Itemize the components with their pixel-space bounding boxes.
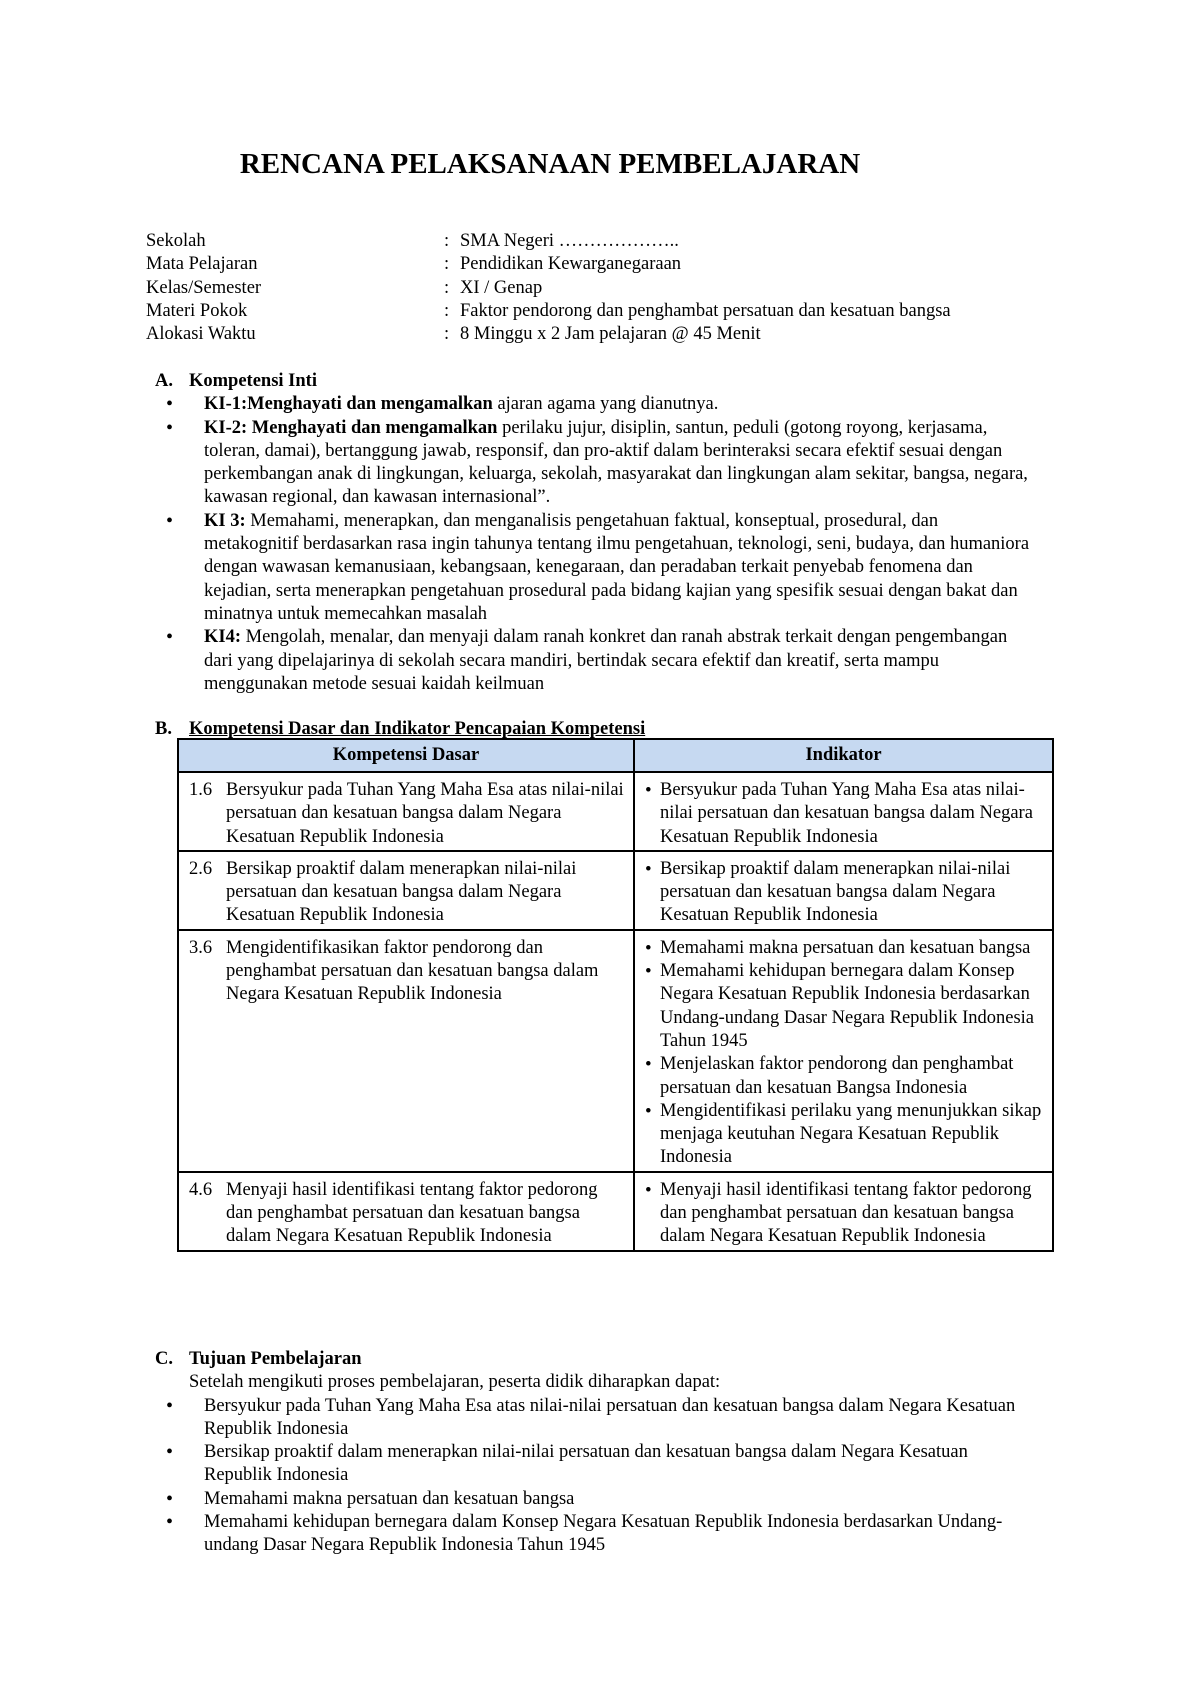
kd-cell (178, 1172, 634, 1251)
indicator-item: • Menjelaskan faktor pendorong dan penghambat persatuan dan kesatuan Bangsa Indonesia (645, 1053, 1046, 1100)
kd-text: Bersikap proaktif dalam menerapkan nilai-nilai persatuan dan kesatuan bangsa dalam Negara Kesatuan Republik Indonesia (226, 858, 577, 926)
column-header-indicator: Indikator (634, 739, 1053, 772)
identity-label: Mata Pelajaran (146, 254, 258, 275)
kd-number: 2.6 (189, 858, 213, 879)
identity-row-class (146, 277, 951, 300)
section-letter: C. (155, 1349, 173, 1369)
identity-colon: : (444, 277, 450, 298)
identity-label: Materi Pokok (146, 300, 248, 321)
section-learning-objectives (155, 1348, 1033, 1558)
competence-table (177, 738, 1054, 1252)
indicator-cell (634, 851, 1053, 930)
ki-lead: KI 3: (204, 510, 246, 531)
identity-row-topic (146, 300, 951, 323)
section-title: Kompetensi Dasar dan Indikator Pencapaian Kompetensi (189, 719, 646, 739)
kd-text: Mengidentifikasikan faktor pendorong dan penghambat persatuan dan kesatuan bangsa dalam Negara Kesatuan Republik Indonesia (226, 937, 599, 1005)
kd-number: 3.6 (189, 937, 213, 958)
kd-cell (178, 930, 634, 1172)
list-item (133, 510, 1033, 626)
ki-text: ajaran agama yang dianutnya. (492, 394, 719, 415)
identity-colon: : (444, 231, 450, 251)
indicator-item: • Bersyukur pada Tuhan Yang Maha Esa atas nilai-nilai persatuan dan kesatuan bangsa dalam Negara Kesatuan Republik Indonesia (645, 779, 1046, 849)
table-row (178, 851, 1053, 930)
identity-value: Faktor pendorong dan penghambat persatuan dan kesatuan bangsa (460, 300, 951, 321)
ki-text: perilaku jujur, disiplin, santun, peduli (gotong royong, kerjasama, toleran, damai), bertanggung jawab, responsif, dan pro-aktif dalam berinteraksi secara efektif sesuai dengan perkembangan anak di lingkungan, keluarga, sekolah, masyarakat dan lingkungan alam sekitar, bangsa, negara, kawasan regional, dan kawasan internasional”. (204, 417, 1028, 508)
objectives-list (133, 1395, 1033, 1558)
identity-value: 8 Minggu x 2 Jam pelajaran @ 45 Menit (460, 324, 761, 345)
table-header-row (178, 739, 1053, 772)
identity-label: Alokasi Waktu (146, 324, 256, 345)
ki-lead: KI-1:Menghayati dan mengamalkan (204, 394, 493, 415)
column-header-kd: Kompetensi Dasar (178, 739, 634, 772)
table-row (178, 1172, 1053, 1251)
identity-value: XI / Genap (460, 277, 543, 298)
kd-cell (178, 851, 634, 930)
list-item: • Bersikap proaktif dalam menerapkan nilai-nilai persatuan dan kesatuan bangsa dalam Negara Kesatuan Republik Indonesia (133, 1441, 1033, 1488)
identity-colon: : (444, 254, 450, 275)
list-item: • Bersyukur pada Tuhan Yang Maha Esa atas nilai-nilai persatuan dan kesatuan bangsa dalam Negara Kesatuan Republik Indonesia (133, 1395, 1033, 1442)
identity-value: SMA Negeri ……………….. (460, 231, 679, 251)
identity-colon: : (444, 300, 450, 321)
identity-row-subject (146, 253, 951, 276)
identity-row-school (146, 230, 951, 253)
ki-text: Memahami, menerapkan, dan menganalisis pengetahuan faktual, konseptual, prosedural, dan metakognitif berdasarkan rasa ingin tahunya tentang ilmu pengetahuan, teknologi, seni, budaya, dan humaniora dengan wawasan kemanusiaan, kebangsaan, kenegaraan, dan peradaban terkait penyebab fenomena dan kejadian, serta menerapkan pengetahuan prosedural pada bidang kajian yang spesifik sesuai dengan bakat dan minatnya untuk memecahkan masalah (204, 510, 1030, 624)
indicator-item: • Mengidentifikasi perilaku yang menunjukkan sikap menjaga keutuhan Negara Kesatuan Republik Indonesia (645, 1100, 1046, 1170)
indicator-item: • Memahami makna persatuan dan kesatuan bangsa (645, 937, 1046, 960)
indicator-cell (634, 1172, 1053, 1251)
section-core-competence (155, 370, 1033, 696)
objectives-intro: Setelah mengikuti proses pembelajaran, peserta didik diharapkan dapat: (189, 1372, 721, 1393)
identity-value: Pendidikan Kewarganegaraan (460, 254, 682, 275)
identity-label: Kelas/Semester (146, 277, 262, 298)
identity-colon: : (444, 324, 450, 345)
section-title: Kompetensi Inti (189, 371, 317, 391)
ki-text: Mengolah, menalar, dan menyaji dalam ranah konkret dan ranah abstrak terkait dengan pengembangan dari yang dipelajarinya di sekolah secara mandiri, bertindak secara efektif dan kreatif, serta mampu menggunakan metode sesuai kaidah keilmuan (204, 627, 1008, 694)
indicator-cell (634, 930, 1053, 1172)
list-item: • Memahami kehidupan bernegara dalam Konsep Negara Kesatuan Republik Indonesia berdasarkan Undang-undang Dasar Negara Republik Indonesia Tahun 1945 (133, 1511, 1033, 1558)
list-item: • Memahami makna persatuan dan kesatuan bangsa (133, 1488, 1033, 1511)
list-item (133, 417, 1033, 510)
section-heading (155, 370, 1033, 393)
section-letter: B. (155, 719, 172, 739)
indicator-cell (634, 772, 1053, 851)
kd-cell (178, 772, 634, 851)
indicator-item: • Menyaji hasil identifikasi tentang faktor pedorong dan penghambat persatuan dan kesatuan bangsa dalam Negara Kesatuan Republik Indonesia (645, 1179, 1046, 1249)
section-title: Tujuan Pembelajaran (189, 1349, 362, 1369)
table-row (178, 930, 1053, 1172)
indicator-item: • Bersikap proaktif dalam menerapkan nilai-nilai persatuan dan kesatuan bangsa dalam Negara Kesatuan Republik Indonesia (645, 858, 1046, 928)
kd-text: Menyaji hasil identifikasi tentang faktor pedorong dan penghambat persatuan dan kesatuan bangsa dalam Negara Kesatuan Republik Indonesia (226, 1179, 598, 1247)
indicator-item: • Memahami kehidupan bernegara dalam Konsep Negara Kesatuan Republik Indonesia berdasarkan Undang-undang Dasar Negara Republik Indonesia Tahun 1945 (645, 960, 1046, 1053)
section-heading (155, 1348, 1033, 1371)
table-row (178, 772, 1053, 851)
list-item (133, 626, 1033, 696)
identity-row-time (146, 323, 951, 346)
identity-table (146, 230, 951, 346)
ki-lead: KI-2: Menghayati dan mengamalkan (204, 417, 498, 438)
list-item (133, 393, 1033, 416)
kd-text: Bersyukur pada Tuhan Yang Maha Esa atas nilai-nilai persatuan dan kesatuan bangsa dalam Negara Kesatuan Republik Indonesia (226, 780, 624, 847)
identity-label: Sekolah (146, 231, 206, 251)
document-title: RENCANA PELAKSANAAN PEMBELAJARAN (239, 148, 861, 180)
section-letter: A. (155, 371, 173, 391)
core-competence-list (133, 393, 1033, 696)
kd-number: 1.6 (189, 780, 213, 800)
kd-number: 4.6 (189, 1179, 213, 1200)
ki-lead: KI4: (204, 627, 241, 648)
